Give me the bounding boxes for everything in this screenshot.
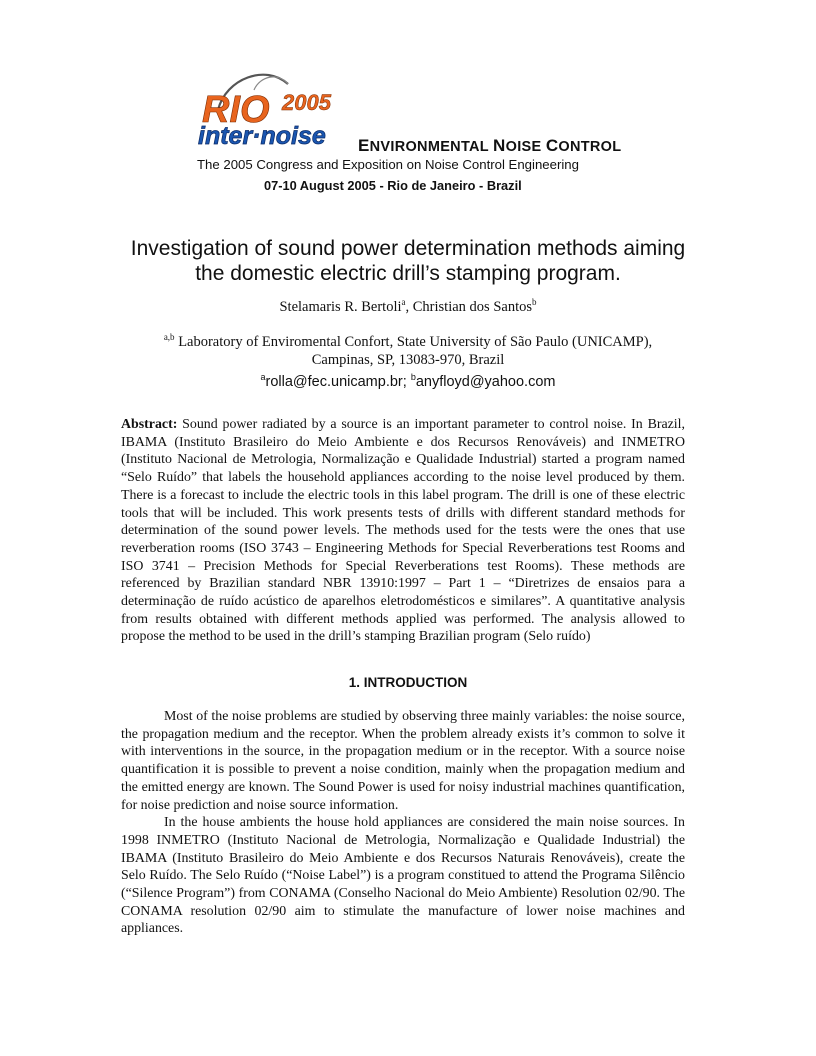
abstract-text: Sound power radiated by a source is an important parameter to control noise. In Brazil, IBAMA (Instituto Brasileiro do Meio Ambiente e dos Recursos Renováveis) and INMETRO (Instituto Nacional de Metrologia, Normalização e Qualidade Industrial) started a program named “Selo Ruído” that labels the household appliances according to the noise level produced by them. There is a forecast to include the electric tools in this label program. The drill is one of these electric tools that will be included. This work presents tests of drills with different standard methods for determination of the sound power levels. The methods used for the tests were the ones that use reverberation rooms (ISO 3743 – Engineering Methods for Special Reverberations test Rooms and ISO 3741 – Precision Methods for Special Reverberations test Rooms). These methods are referenced by Brazilian standard NBR 13910:1997 – Part 1 – “Diretrizes de ensaios para a determinação de ruído acústico de aparelhos eletrodomésticos e similares”. A quantitative analysis from results obtained with different methods applied was performed. The analysis allowed to propose the method to be used in the drill’s stamping Brazilian program (Selo ruído) — [121, 417, 685, 645]
logo-year-text: 2005 — [282, 90, 331, 115]
body-paragraph: Most of the noise problems are studied by observing three mainly variables: the noise source, the propagation medium and the receptor. When the problem already exists it’s common to solve it with interventions in the source, in the propagation medium or in the receptor. With a source noise quantification it is possible to prevent a noise condition, mainly when the propagation medium and the emitted energy are known. The Sound Power is used for noisy industrial machines quantification, for noise prediction and noise source information. — [121, 709, 685, 813]
internoise-rio-2005-logo — [196, 70, 356, 152]
conference-date: 07-10 August 2005 - Rio de Janeiro - Brazil — [264, 178, 522, 193]
authors — [110, 299, 706, 316]
affiliation-line-2: Campinas, SP, 13083-970, Brazil — [311, 352, 505, 368]
paper-title-line-2: the domestic electric drill’s stamping program. — [195, 262, 621, 285]
introduction-body — [121, 708, 685, 938]
paper-title — [110, 236, 706, 286]
abstract-label: Abstract: — [121, 417, 178, 432]
email-superscript: b — [410, 372, 416, 383]
author-name: Stelamaris R. Bertoli — [279, 299, 402, 315]
email-link[interactable]: anyfloyd@yahoo.com — [415, 374, 556, 390]
logo-rio-text: RIO — [202, 89, 270, 131]
affiliation-superscript: a,b — [163, 332, 175, 343]
author-name: Christian dos Santos — [412, 299, 532, 315]
author-emails — [110, 374, 706, 390]
body-paragraph: In the house ambients the house hold appliances are considered the main noise sources. In 1998 INMETRO (Instituto Nacional de Metrologia, Normalização e Qualidade Industrial) the IBAMA (Instituto Brasileiro do Meio Ambiente e dos Recursos Naturais Renováveis), create the Selo Ruído. The Selo Ruído (“Noise Label”) is a program constitued to attend the Programa Silêncio (“Silence Program”) from CONAMA (Conselho Nacional do Meio Ambiente) Resolution 02/90. The CONAMA resolution 02/90 aim to stimulate the manufacture of lower noise machines and appliances. — [121, 815, 685, 937]
logo-internoise-text: inter·noise — [198, 122, 326, 150]
conference-subtitle: The 2005 Congress and Exposition on Noise Control Engineering — [197, 157, 579, 172]
section-heading: 1. INTRODUCTION — [348, 675, 468, 690]
conference-title: ENVIRONMENTAL NOISE CONTROL — [358, 136, 622, 155]
paper-title-line-1: Investigation of sound power determination methods aiming — [130, 237, 686, 260]
affiliation — [120, 333, 696, 369]
email-superscript: a — [260, 372, 266, 383]
author-separator: , — [405, 299, 413, 315]
abstract — [121, 416, 685, 646]
email-link[interactable]: rolla@fec.unicamp.br; — [265, 374, 411, 390]
author-superscript: a — [401, 297, 406, 308]
affiliation-line-1: Laboratory of Enviromental Confort, State University of São Paulo (UNICAMP), — [174, 334, 653, 350]
author-superscript: b — [532, 297, 537, 308]
